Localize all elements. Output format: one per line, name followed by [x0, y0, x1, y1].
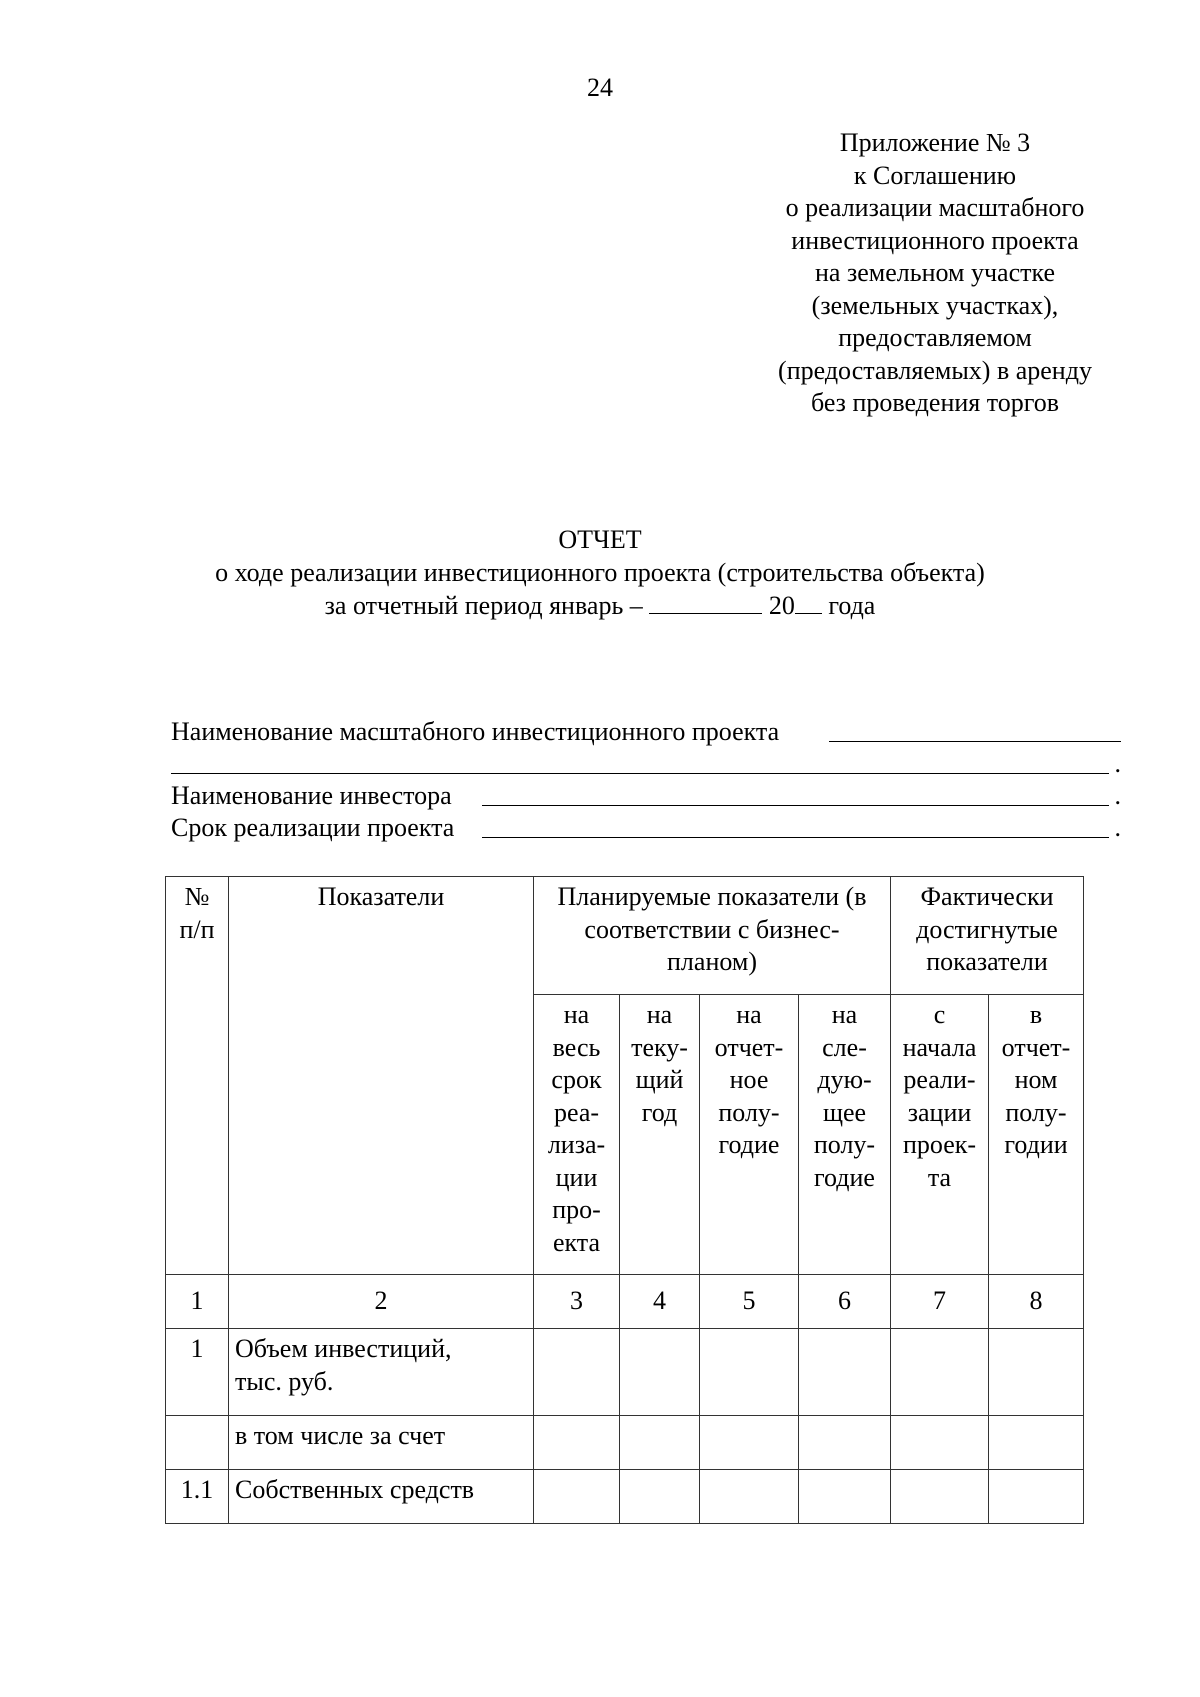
project-name-blank[interactable] [829, 741, 1121, 742]
page-number: 24 [587, 73, 613, 102]
period-month-blank[interactable] [649, 591, 762, 614]
row-name: в том числе за счет [229, 1416, 534, 1470]
value-cell[interactable] [989, 1329, 1084, 1416]
subheader-full-term: на весь срок реа- лиза- ции про- екта [534, 995, 620, 1275]
column-number: 6 [799, 1275, 891, 1329]
column-number: 5 [700, 1275, 799, 1329]
report-subtitle: о ходе реализации инвестиционного проекта (строительства объекта) [215, 558, 985, 587]
period-suffix: года [828, 591, 876, 620]
appendix-line: инвестиционного проекта [791, 225, 1079, 255]
appendix-line: Приложение № 3 [839, 128, 1031, 157]
project-name-continuation [171, 748, 1121, 780]
investor-label: Наименование инвестора [171, 781, 452, 810]
value-cell[interactable] [799, 1470, 891, 1524]
project-name-label: Наименование масштабного инвестиционного проекта [171, 717, 780, 746]
project-name-blank-2[interactable] [171, 773, 1109, 774]
project-fields [171, 716, 1121, 844]
period-prefix: за отчетный период январь – [324, 591, 643, 620]
appendix-line: (земельных участках), [811, 290, 1059, 320]
header-num: № п/п [166, 877, 229, 1275]
value-cell[interactable] [620, 1470, 700, 1524]
appendix-line: к Соглашению [853, 160, 1017, 190]
column-number: 1 [166, 1275, 229, 1329]
value-cell[interactable] [891, 1470, 989, 1524]
column-number: 2 [229, 1275, 534, 1329]
table-row [166, 1470, 1084, 1524]
appendix-line: (предоставляемых) в аренду [778, 355, 1092, 385]
value-cell[interactable] [799, 1329, 891, 1416]
term-label: Срок реализации проекта [171, 813, 455, 842]
subheader-in-reporting-half: в отчет- ном полу- годии [989, 995, 1084, 1275]
appendix-header [740, 127, 1130, 420]
value-cell[interactable] [700, 1416, 799, 1470]
end-mark: . [1114, 781, 1121, 810]
investor-blank[interactable] [482, 805, 1109, 806]
subheader-since-start: с начала реали- зации проек- та [891, 995, 989, 1275]
appendix-line: на земельном участке [814, 258, 1055, 287]
table-header-row [166, 877, 1084, 995]
subheader-reporting-half: на отчет- ное полу- годие [700, 995, 799, 1275]
appendix-line: предоставляемом [838, 323, 1032, 352]
value-cell[interactable] [799, 1416, 891, 1470]
row-name: Собственных средств [229, 1470, 534, 1524]
end-mark: . [1114, 813, 1121, 842]
header-planned: Планируемые показатели (в соответствии с бизнес- планом) [534, 877, 891, 995]
period-year-blank[interactable] [795, 591, 822, 614]
period-year-prefix: 20 [768, 591, 795, 620]
column-number: 3 [534, 1275, 620, 1329]
value-cell[interactable] [534, 1329, 620, 1416]
column-number: 7 [891, 1275, 989, 1329]
project-name-field [171, 716, 1121, 748]
header-actual: Фактически достигнутые показатели [891, 877, 1084, 995]
column-numbers-row [166, 1275, 1084, 1329]
appendix-line: о реализации масштабного [785, 193, 1085, 222]
row-num: 1 [166, 1329, 229, 1416]
value-cell[interactable] [700, 1329, 799, 1416]
report-title-block [0, 523, 1200, 622]
term-field [171, 812, 1121, 844]
report-period [0, 589, 1200, 622]
value-cell[interactable] [989, 1416, 1084, 1470]
report-table [165, 876, 1084, 1524]
subheader-next-half: на сле- дую- щее полу- годие [799, 995, 891, 1275]
row-name: Объем инвестиций, тыс. руб. [229, 1329, 534, 1416]
value-cell[interactable] [891, 1329, 989, 1416]
row-num: 1.1 [166, 1470, 229, 1524]
header-indicators: Показатели [229, 877, 534, 1275]
value-cell[interactable] [989, 1470, 1084, 1524]
value-cell[interactable] [700, 1470, 799, 1524]
appendix-line: без проведения торгов [810, 388, 1060, 417]
investor-field [171, 780, 1121, 812]
column-number: 8 [989, 1275, 1084, 1329]
value-cell[interactable] [534, 1416, 620, 1470]
column-number: 4 [620, 1275, 700, 1329]
table-row [166, 1329, 1084, 1416]
report-title: ОТЧЕТ [558, 525, 642, 554]
value-cell[interactable] [534, 1470, 620, 1524]
value-cell[interactable] [620, 1416, 700, 1470]
value-cell[interactable] [620, 1329, 700, 1416]
value-cell[interactable] [891, 1416, 989, 1470]
row-num [166, 1416, 229, 1470]
subheader-current-year: на теку- щий год [620, 995, 700, 1275]
table-row [166, 1416, 1084, 1470]
end-mark: . [1114, 749, 1121, 778]
term-blank[interactable] [482, 837, 1109, 838]
